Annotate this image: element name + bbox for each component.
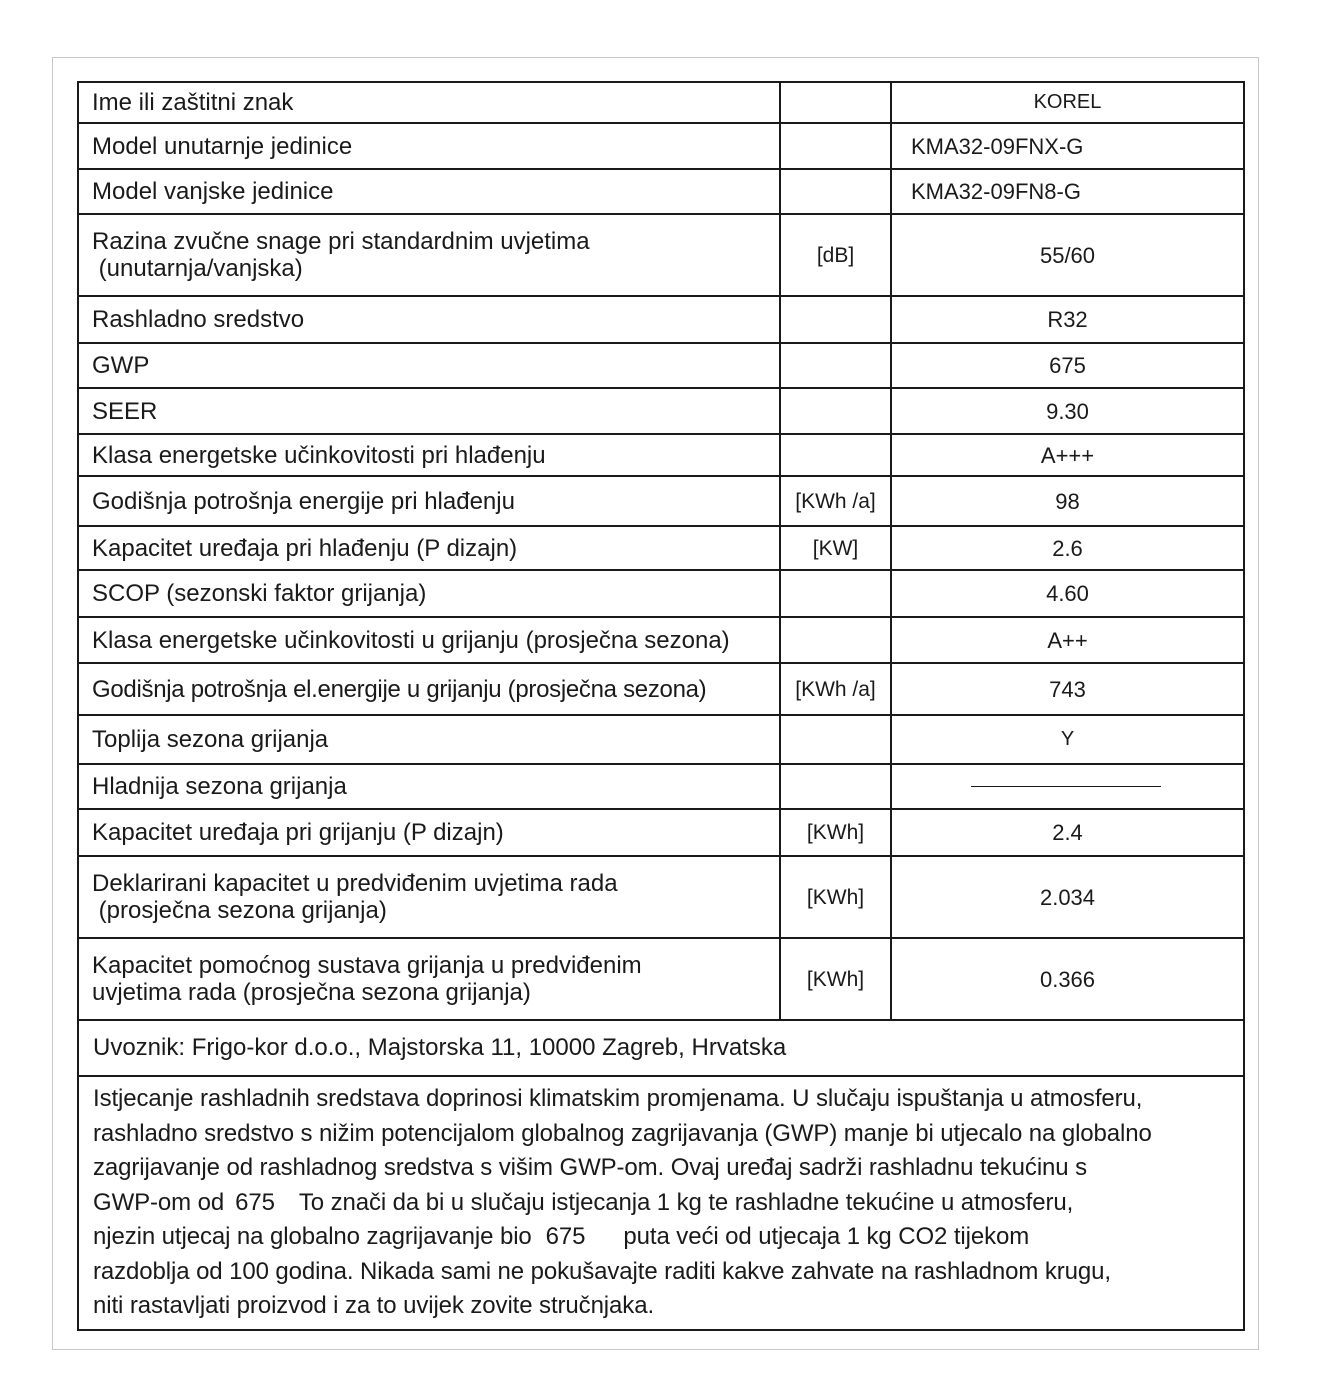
table-row	[79, 571, 1243, 618]
row-label: Rashladno sredstvo	[79, 297, 781, 342]
row-unit: [KWh]	[781, 857, 892, 937]
row-label: Kapacitet uređaja pri hlađenju (P dizajn)	[79, 527, 781, 569]
row-label: Toplija sezona grijanja	[79, 716, 781, 763]
table-row	[79, 344, 1243, 389]
row-unit: [KW]	[781, 527, 892, 569]
table-row	[79, 297, 1243, 344]
row-unit	[781, 389, 892, 433]
table-row	[79, 527, 1243, 571]
notice-line	[93, 1220, 1231, 1255]
row-unit	[781, 571, 892, 616]
notice-line	[93, 1186, 1231, 1221]
row-unit: [KWh]	[781, 939, 892, 1019]
row-value: 743	[1049, 676, 1086, 702]
row-label: Deklarirani kapacitet u predviđenim uvjetima rada	[92, 870, 618, 897]
table-row	[79, 477, 1243, 527]
row-label-block	[79, 857, 781, 937]
row-unit	[781, 618, 892, 662]
row-value: 4.60	[1046, 581, 1089, 606]
table-row	[79, 618, 1243, 664]
refrigerant-notice	[79, 1077, 1243, 1324]
gwp-value: 675	[545, 1223, 586, 1250]
row-unit	[781, 435, 892, 475]
row-label: Godišnja potrošnja energije pri hlađenju	[79, 477, 781, 525]
row-value: 9.30	[1046, 398, 1089, 424]
row-value: KMA32-09FN8-G	[911, 179, 1081, 204]
notice-line: razdoblja od 100 godina. Nikada sami ne pokušavajte raditi kakve zahvate na rashladnom krugu,	[93, 1257, 1111, 1285]
table-row	[79, 435, 1243, 477]
row-unit	[781, 765, 892, 808]
row-unit	[781, 297, 892, 342]
row-value: 2.034	[1039, 884, 1096, 910]
table-row	[79, 124, 1243, 170]
row-value: R32	[1047, 307, 1088, 332]
row-label: Kapacitet pomoćnog sustava grijanja u predviđenim	[92, 952, 642, 979]
row-label-continued: (prosječna sezona grijanja)	[92, 897, 387, 924]
notice-text: GWP-om od	[93, 1188, 225, 1216]
row-label-block	[79, 939, 781, 1019]
notice-line: Istjecanje rashladnih sredstava doprinosi klimatskim promjenama. U slučaju ispuštanja u atmosferu,	[93, 1085, 1143, 1112]
row-value: KMA32-09FNX-G	[911, 133, 1084, 159]
notice-text: puta veći od utjecaja 1 kg CO2 tijekom	[623, 1223, 1030, 1250]
table-row	[79, 857, 1243, 939]
row-value: 2.4	[1052, 820, 1083, 845]
row-unit	[781, 83, 892, 122]
table-row	[79, 170, 1243, 215]
table-row	[79, 939, 1243, 1021]
importer-row	[79, 1021, 1243, 1077]
row-label-continued: uvjetima rada (prosječna sezona grijanja)	[92, 979, 531, 1006]
importer-text: Uvoznik: Frigo-kor d.o.o., Majstorska 11, 10000 Zagreb, Hrvatska	[93, 1034, 787, 1061]
table-row	[79, 215, 1243, 297]
row-label-continued: (unutarnja/vanjska)	[92, 255, 303, 282]
row-unit: [KWh /a]	[781, 477, 892, 525]
row-unit	[781, 124, 892, 168]
table-row	[79, 810, 1243, 857]
row-value: 2.6	[1052, 535, 1083, 561]
empty-value-dash	[971, 786, 1161, 787]
gwp-value: 675	[235, 1188, 275, 1216]
notice-line: niti rastavljati proizvod i za to uvijek zovite stručnjaka.	[93, 1292, 655, 1319]
row-label: Godišnja potrošnja el.energije u grijanju (prosječna sezona)	[79, 664, 781, 714]
row-label: Razina zvučne snage pri standardnim uvjetima	[92, 228, 590, 255]
row-label: Kapacitet uređaja pri grijanju (P dizajn)	[79, 810, 781, 855]
table-row	[79, 83, 1243, 124]
row-label: Hladnija sezona grijanja	[79, 765, 781, 808]
row-unit: [KWh /a]	[781, 664, 892, 714]
row-label: SEER	[79, 389, 781, 433]
row-value: 98	[1055, 488, 1080, 514]
row-label: Klasa energetske učinkovitosti pri hlađenju	[79, 435, 781, 475]
row-unit	[781, 170, 892, 213]
row-unit	[781, 716, 892, 763]
table-row	[79, 716, 1243, 765]
row-unit: [dB]	[781, 215, 892, 295]
row-unit	[781, 344, 892, 387]
row-label: SCOP (sezonski faktor grijanja)	[79, 571, 781, 616]
energy-label-sheet	[77, 81, 1245, 1331]
row-value: KOREL	[1033, 91, 1102, 113]
row-value: 675	[1049, 353, 1086, 378]
row-value: 55/60	[1039, 242, 1096, 268]
notice-line: zagrijavanje od rashladnog sredstva s višim GWP-om. Ovaj uređaj sadrži rashladnu tekućinu s	[93, 1154, 1088, 1181]
row-value: A+++	[1040, 442, 1095, 468]
row-value: 0.366	[1039, 966, 1096, 992]
row-label: Model vanjske jedinice	[79, 170, 781, 213]
table-row	[79, 389, 1243, 435]
row-label-block	[79, 215, 781, 295]
row-value	[892, 765, 1243, 808]
row-label: Ime ili zaštitni znak	[79, 83, 781, 122]
table-row	[79, 664, 1243, 716]
notice-text: njezin utjecaj na globalno zagrijavanje bio	[93, 1223, 532, 1250]
row-value: Y	[1060, 728, 1075, 750]
notice-text: To znači da bi u slučaju istjecanja 1 kg te rashladne tekućine u atmosferu,	[298, 1188, 1074, 1216]
row-label: Klasa energetske učinkovitosti u grijanju (prosječna sezona)	[79, 618, 781, 662]
row-value: A++	[1047, 627, 1088, 653]
row-label: Model unutarnje jedinice	[79, 124, 781, 168]
notice-line: rashladno sredstvo s nižim potencijalom globalnog zagrijavanja (GWP) manje bi utjecalo na globalno	[93, 1119, 1152, 1147]
row-unit: [KWh]	[781, 810, 892, 855]
table-row	[79, 765, 1243, 810]
row-label: GWP	[79, 344, 781, 387]
